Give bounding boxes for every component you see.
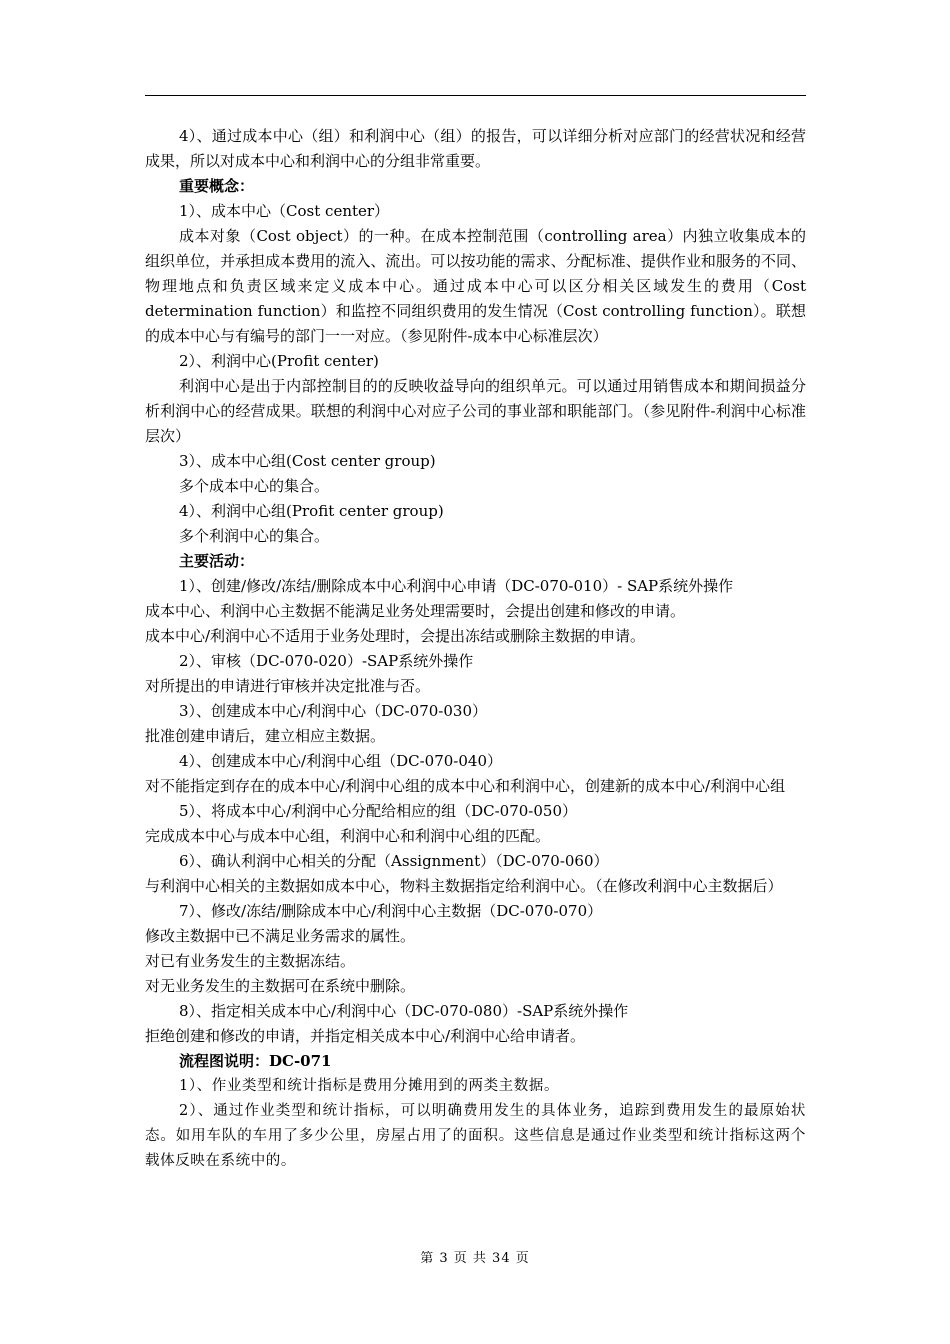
concept-profit-center-group-title: 4）、利润中心组(Profit center group) — [179, 502, 444, 520]
page-number-footer: 第 3 页 共 34 页 — [420, 1251, 530, 1266]
activity-1-text-b: 成本中心/利润中心不适用于业务处理时，会提出冻结或删除主数据的申请。 — [145, 627, 646, 645]
concept-cost-center-text: 成本对象（Cost object）的一种。在成本控制范围（controlling area）内独立收集成本的组织单位，并承担成本费用的流入、流出。可以按功能的需求、分配标准、提供作业和服务的不同、物理地点和负责区域来定义成本中心。通过成本中心可以区分相关区域发生的费用（Cost determination function）和监控不同组织费用的发生情况（Cost controlling function）。联想的成本中心与有编号的部门一一对应。（参见附件-成本中心标准层次） — [145, 227, 806, 345]
header-rule — [145, 95, 806, 96]
flowchart-note-2: 2）、通过作业类型和统计指标，可以明确费用发生的具体业务，追踪到费用发生的最原始状态。如用车队的车用了多少公里，房屋占用了的面积。这些信息是通过作业类型和统计指标这两个载体反映在系统中的。 — [145, 1103, 806, 1169]
heading-flowchart-notes: 流程图说明：DC-071 — [179, 1052, 332, 1070]
activity-6-title: 6）、确认利润中心相关的分配（Assignment）（DC-070-060） — [179, 852, 609, 870]
activity-5-title: 5）、将成本中心/利润中心分配给相应的组（DC-070-050） — [179, 802, 578, 820]
activity-3-title: 3）、创建成本中心/利润中心（DC-070-030） — [179, 702, 487, 720]
heading-main-activities: 主要活动： — [179, 552, 255, 570]
activity-2-title: 2）、审核（DC-070-020）-SAP系统外操作 — [179, 652, 474, 670]
activity-7-title: 7）、修改/冻结/删除成本中心/利润中心主数据（DC-070-070） — [179, 902, 603, 920]
activity-5-text: 完成成本中心与成本中心组，利润中心和利润中心组的匹配。 — [145, 827, 551, 845]
activity-7-text-a: 修改主数据中已不满足业务需求的属性。 — [145, 927, 416, 945]
concept-profit-center-title: 2）、利润中心(Profit center) — [179, 352, 379, 370]
concept-profit-center-text: 利润中心是出于内部控制目的的反映收益导向的组织单元。可以通过用销售成本和期间损益分析利润中心的经营成果。联想的利润中心对应子公司的事业部和职能部门。（参见附件-利润中心标准层次） — [145, 377, 806, 445]
activity-7-text-b: 对已有业务发生的主数据冻结。 — [145, 952, 356, 970]
activity-7-text-c: 对无业务发生的主数据可在系统中删除。 — [145, 977, 416, 995]
activity-3-text: 批准创建申请后，建立相应主数据。 — [145, 727, 386, 745]
concept-cost-center-group-title: 3）、成本中心组(Cost center group) — [179, 452, 436, 470]
activity-4-text: 对不能指定到存在的成本中心/利润中心组的成本中心和利润中心，创建新的成本中心/利润中心组 — [145, 777, 786, 795]
activity-6-text: 与利润中心相关的主数据如成本中心，物料主数据指定给利润中心。（在修改利润中心主数据后） — [145, 877, 783, 895]
heading-key-concepts: 重要概念： — [179, 177, 255, 195]
activity-1-text-a: 成本中心、利润中心主数据不能满足业务处理需要时，会提出创建和修改的申请。 — [145, 602, 686, 620]
concept-cost-center-group-text: 多个成本中心的集合。 — [179, 477, 330, 495]
activity-8-title: 8）、指定相关成本中心/利润中心（DC-070-080）-SAP系统外操作 — [179, 1002, 629, 1020]
concept-profit-center-group-text: 多个利润中心的集合。 — [179, 527, 330, 545]
page-body — [145, 124, 806, 1174]
activity-2-text: 对所提出的申请进行审核并决定批准与否。 — [145, 677, 431, 695]
activity-4-title: 4）、创建成本中心/利润中心组（DC-070-040） — [179, 752, 502, 770]
concept-cost-center-title: 1）、成本中心（Cost center） — [179, 202, 390, 220]
activity-1-title: 1）、创建/修改/冻结/删除成本中心利润中心申请（DC-070-010）- SAP系统外操作 — [179, 577, 734, 595]
flowchart-note-1: 1）、作业类型和统计指标是费用分摊用到的两类主数据。 — [179, 1078, 560, 1094]
activity-8-text: 拒绝创建和修改的申请，并指定相关成本中心/利润中心给申请者。 — [145, 1027, 586, 1045]
paragraph-report-analysis: 4）、通过成本中心（组）和利润中心（组）的报告，可以详细分析对应部门的经营状况和经营成果，所以对成本中心和利润中心的分组非常重要。 — [145, 127, 806, 170]
